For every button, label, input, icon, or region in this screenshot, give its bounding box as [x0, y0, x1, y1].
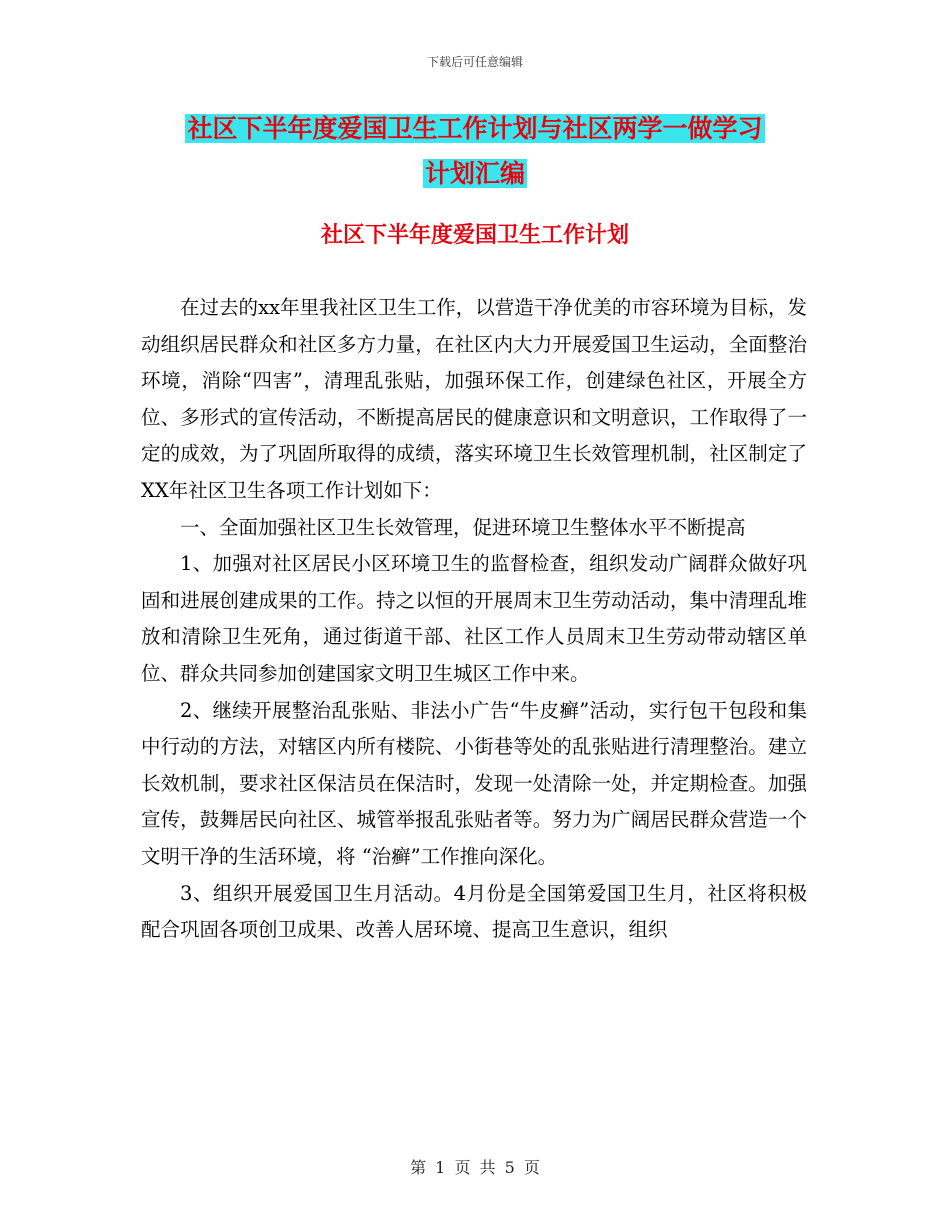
page-number-footer: 第 1 页 共 5 页: [410, 1158, 540, 1177]
title-highlight-1: 社区下半年度爱国卫生工作计划与社区两学一做学习: [187, 114, 763, 143]
page-header-note: 下载后可任意编辑: [426, 55, 523, 69]
document-title-line-2: [0, 152, 950, 196]
paragraph-intro: 在过去的xx年里我社区卫生工作，以营造干净优美的市容环境为目标，发动组织居民群众和社区多方力量，在社区内大力开展爱国卫生运动，全面整治环境，消除“四害”，清理乱张贴，加强环保工作，创建绿色社区，开展全方位、多形式的宣传活动，不断提高居民的健康意识和文明意识，工作取得了一定的成效，为了巩固所取得的成绩，落实环境卫生长效管理机制，社区制定了XX年社区卫生各项工作计划如下：: [141, 296, 807, 502]
document-body: [141, 290, 807, 949]
paragraph-item-2: 2、继续开展整治乱张贴、非法小广告“牛皮癣”活动，实行包干包段和集中行动的方法，对辖区内所有楼院、小街巷等处的乱张贴进行清理整治。建立长效机制，要求社区保洁员在保洁时，发现一处清除一处，并定期检查。加强宣传，鼓舞居民向社区、城管举报乱张贴者等。努力为广阔居民群众营造一个文明干净的生活环境，将 “治癣”工作推向深化。: [141, 698, 807, 868]
paragraph-item-3: 3、组织开展爱国卫生月活动。4月份是全国第爱国卫生月，社区将积极配合巩固各项创卫成果、改善人居环境、提高卫生意识，组织: [141, 881, 807, 942]
title-highlight-2: 计划汇编: [424, 159, 525, 188]
section-title: 社区下半年度爱国卫生工作计划: [320, 223, 629, 248]
paragraph-heading-1: 一、全面加强社区卫生长效管理，促进环境卫生整体水平不断提高: [180, 515, 746, 539]
paragraph-item-1: 1、加强对社区居民小区环境卫生的监督检查，组织发动广阔群众做好巩固和进展创建成果的工作。持之以恒的开展周末卫生劳动活动，集中清理乱堆放和清除卫生死角，通过街道干部、社区工作人员周末卫生劳动带动辖区单位、群众共同参加创建国家文明卫生城区工作中来。: [141, 552, 807, 685]
document-title-line-1: [0, 107, 950, 151]
